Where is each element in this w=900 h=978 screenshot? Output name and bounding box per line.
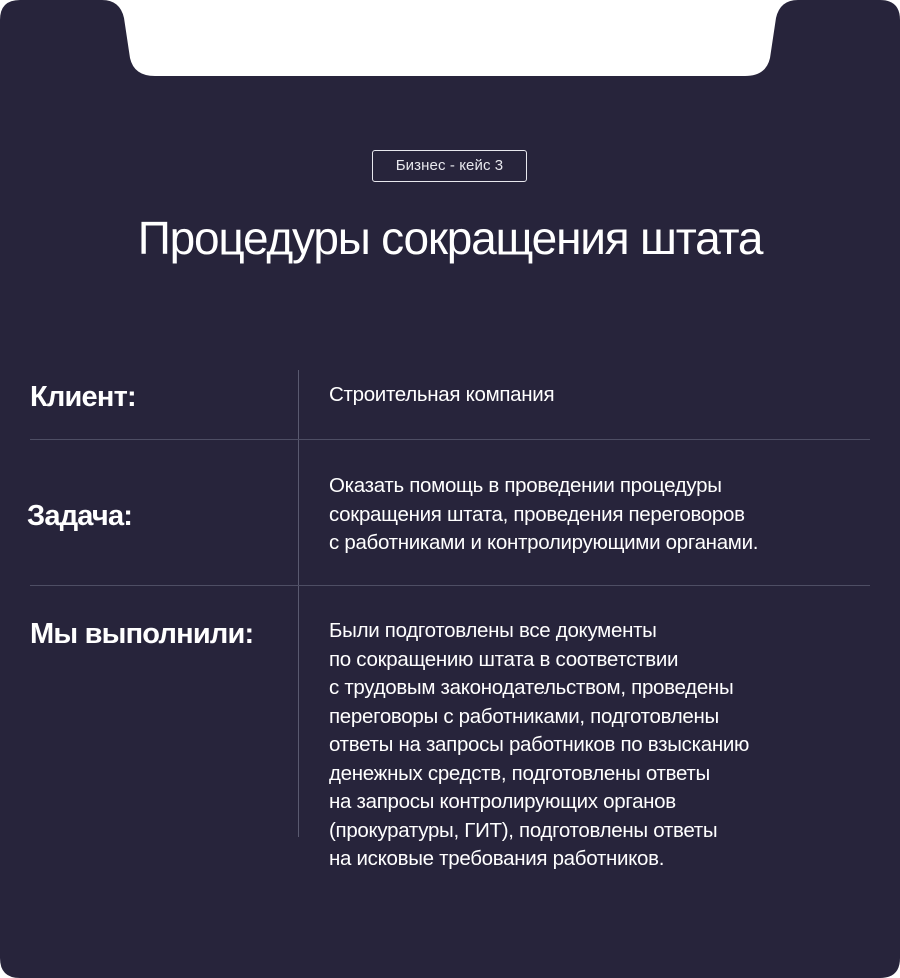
done-label: Мы выполнили: xyxy=(30,618,254,650)
case-badge: Бизнес - кейс 3 xyxy=(372,150,527,182)
task-value-line: Оказать помощь в проведении процедуры xyxy=(329,474,722,497)
client-label: Клиент: xyxy=(30,381,136,413)
column-divider xyxy=(298,370,299,837)
done-value-line: Были подготовлены все документы xyxy=(329,619,657,642)
task-value xyxy=(329,472,758,558)
done-value-line: по сокращению штата в соответствии xyxy=(329,647,679,671)
done-value-line: с трудовым законодательством, проведены xyxy=(329,676,734,699)
row-divider xyxy=(30,439,870,440)
page-title: Процедуры сокращения штата xyxy=(137,212,763,264)
row-divider xyxy=(30,585,870,586)
done-value-line: денежных средств, подготовлены ответы xyxy=(329,761,710,785)
client-value xyxy=(329,381,554,410)
done-value-line: (прокуратуры, ГИТ), подготовлены ответы xyxy=(329,818,718,842)
done-value-line: на исковые требования работников. xyxy=(329,847,665,870)
client-value-line: Строительная компания xyxy=(329,383,555,406)
done-value-line: ответы на запросы работников по взысканию xyxy=(329,733,750,756)
task-value-line: с работниками и контролирующими органами. xyxy=(329,531,759,554)
done-value xyxy=(329,617,749,874)
task-label: Задача: xyxy=(27,500,133,532)
done-value-line: переговоры с работниками, подготовлены xyxy=(329,704,719,728)
done-value-line: на запросы контролирующих органов xyxy=(329,790,676,813)
task-value-line: сокращения штата, проведения переговоров xyxy=(329,502,745,526)
